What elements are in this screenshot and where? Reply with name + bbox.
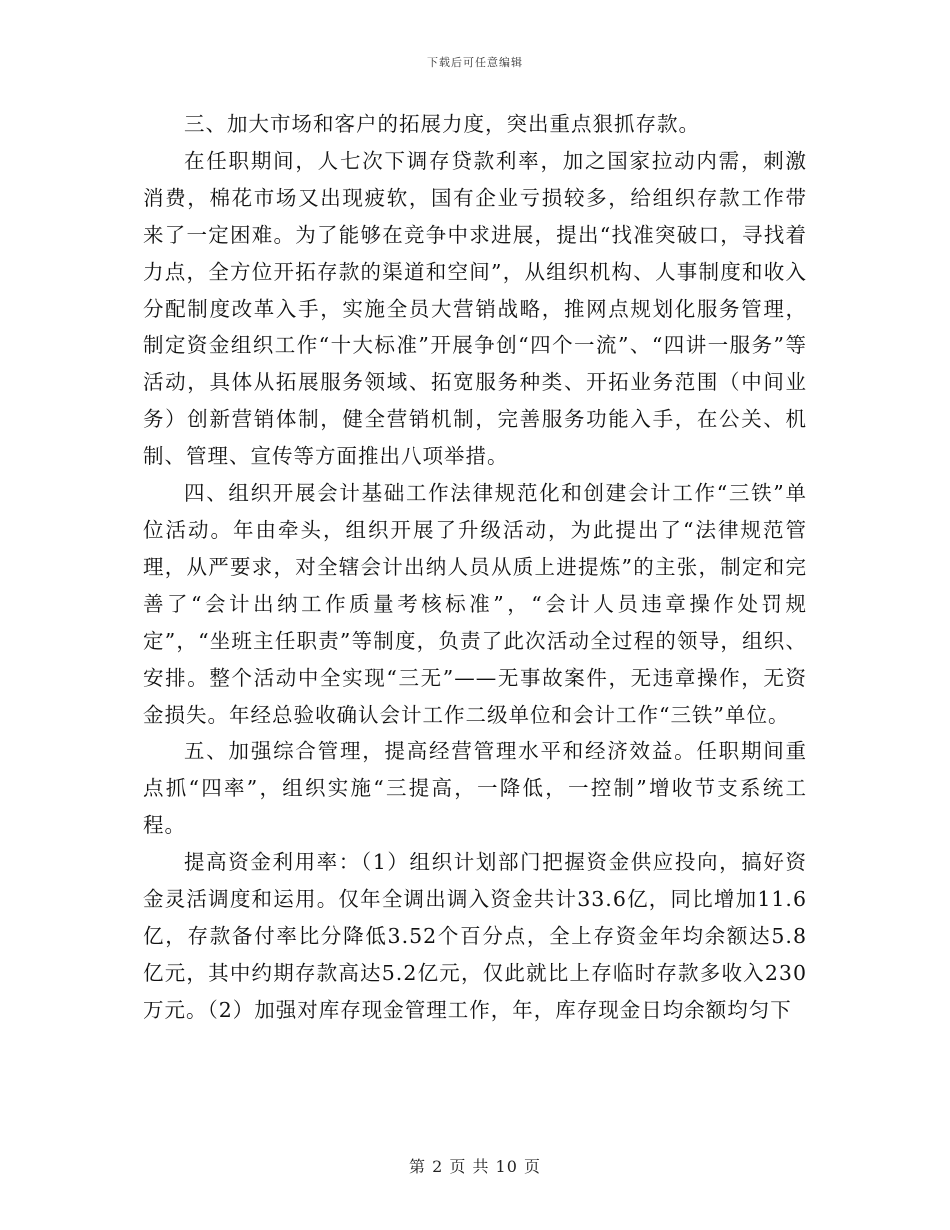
- paragraph-deposit-measures: 在任职期间，人七次下调存贷款利率，加之国家拉动内需，刺激消费，棉花市场又出现疲软，国有企业亏损较多，给组织存款工作带来了一定困难。为了能够在竞争中求进展，提出“找准突破口，寻找着力点，全方位开拓存款的渠道和空间”，从组织机构、人事制度和收入分配制度改革入手，实施全员大营销战略，推网点规划化服务管理，制定资金组织工作“十大标准”开展争创“四个一流”、“四讲一服务”等活动，具体从拓展服务领域、拓宽服务种类、开拓业务范围（中间业务）创新营销体制，健全营销机制，完善服务功能入手，在公关、机制、管理、宣传等方面推出八项举措。: [143, 148, 807, 469]
- document-body: [143, 106, 807, 1029]
- page-number-footer: 第 2 页 共 10 页: [409, 1157, 541, 1176]
- page-header: 下载后可任意编辑: [427, 56, 523, 69]
- paragraph-section-four: 四、组织开展会计基础工作法律规范化和创建会计工作“三铁”单位活动。年由牵头，组织开展了升级活动，为此提出了“法律规范管理，从严要求，对全辖会计出纳人员从质上进提炼”的主张，制定和完善了“会计出纳工作质量考核标准”，“会计人员违章操作处罚规定”，“坐班主任职责”等制度，负责了此次活动全过程的领导，组织、安排。整个活动中全实现“三无”——无事故案件，无违章操作，无资金损失。年经总验收确认会计工作二级单位和会计工作“三铁”单位。: [143, 481, 807, 727]
- paragraph-section-three: 三、加大市场和客户的拓展力度，突出重点狠抓存款。: [184, 112, 700, 136]
- paragraph-fund-utilization: 提高资金利用率：（1）组织计划部门把握资金供应投向，搞好资金灵活调度和运用。仅年全调出调入资金共计33.6亿，同比增加11.6亿，存款备付率比分降低3.52个百分点，全上存资金年均余额达5.8亿元，其中约期存款高达5.2亿元，仅此就比上存临时存款多收入230万元。（2）加强对库存现金管理工作，年，库存现金日均余额均匀下: [143, 850, 807, 1022]
- paragraph-section-five: 五、加强综合管理，提高经营管理水平和经济效益。任职期间重点抓“四率”，组织实施“三提高，一降低，一控制”增收节支系统工程。: [143, 739, 807, 838]
